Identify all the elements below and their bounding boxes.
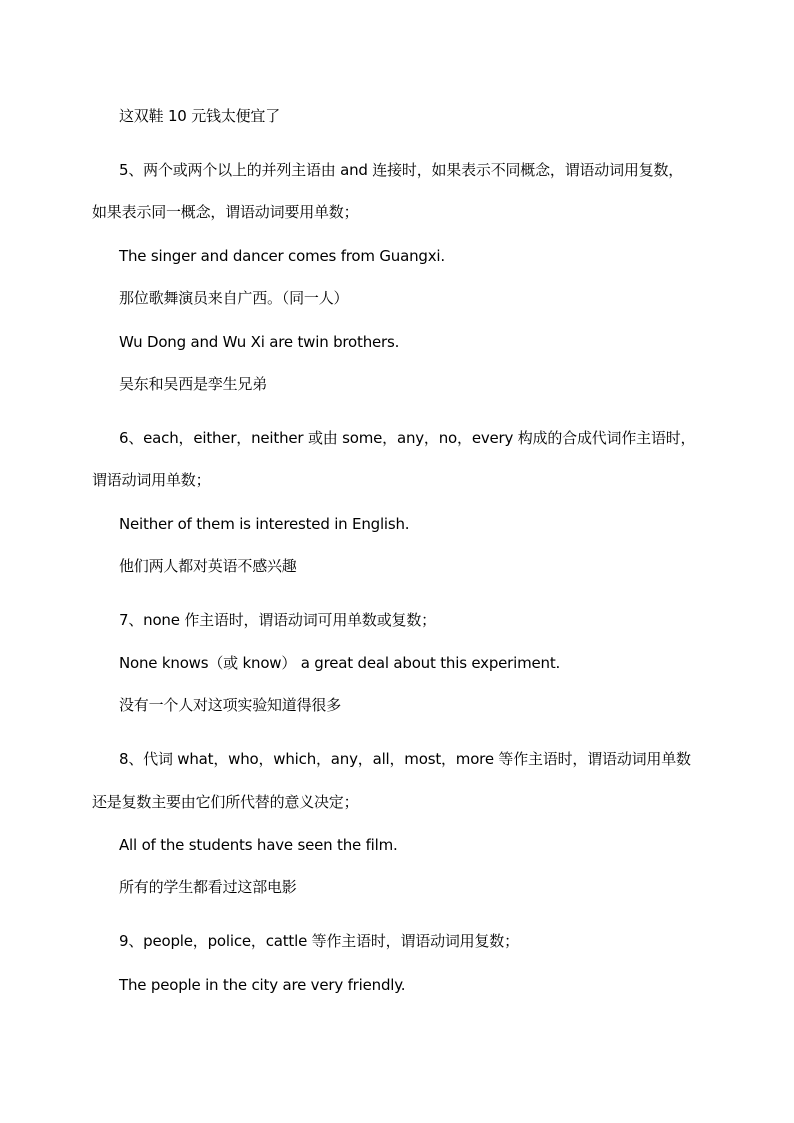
- example-sentence: The people in the city are very friendly.: [119, 976, 406, 994]
- rule-6-line-1: 6、each，either，neither 或由 some，any，no，every 构成的合成代词作主语时，: [119, 429, 696, 447]
- example-sentence: Neither of them is interested in English.: [119, 515, 410, 533]
- example-translation: 那位歌舞演员来自广西。（同一人）: [119, 289, 349, 307]
- example-translation: 他们两人都对英语不感兴趣: [119, 557, 297, 575]
- example-translation: 没有一个人对这项实验知道得很多: [119, 696, 342, 714]
- example-sentence: Wu Dong and Wu Xi are twin brothers.: [119, 333, 400, 351]
- rule-9-line-1: 9、people，police，cattle 等作主语时，谓语动词用复数；: [119, 932, 519, 950]
- example-sentence: All of the students have seen the film.: [119, 836, 398, 854]
- example-translation: 这双鞋 10 元钱太便宜了: [119, 107, 281, 125]
- rule-5-line-2: 如果表示同一概念，谓语动词要用单数；: [92, 203, 359, 221]
- example-translation: 所有的学生都看过这部电影: [119, 878, 297, 896]
- example-translation: 吴东和吴西是孪生兄弟: [119, 375, 268, 393]
- example-sentence: The singer and dancer comes from Guangxi.: [119, 247, 445, 265]
- example-sentence: None knows（或 know） a great deal about this experiment.: [119, 654, 561, 672]
- rule-5-line-1: 5、两个或两个以上的并列主语由 and 连接时，如果表示不同概念，谓语动词用复数，: [119, 161, 684, 179]
- rule-8-line-2: 还是复数主要由它们所代替的意义决定；: [92, 793, 359, 811]
- rule-8-line-1: 8、代词 what，who，which，any，all，most，more 等作主语时，谓语动词用单数: [119, 750, 691, 768]
- rule-7-line-1: 7、none 作主语时，谓语动词可用单数或复数；: [119, 611, 436, 629]
- rule-6-line-2: 谓语动词用单数；: [92, 471, 211, 489]
